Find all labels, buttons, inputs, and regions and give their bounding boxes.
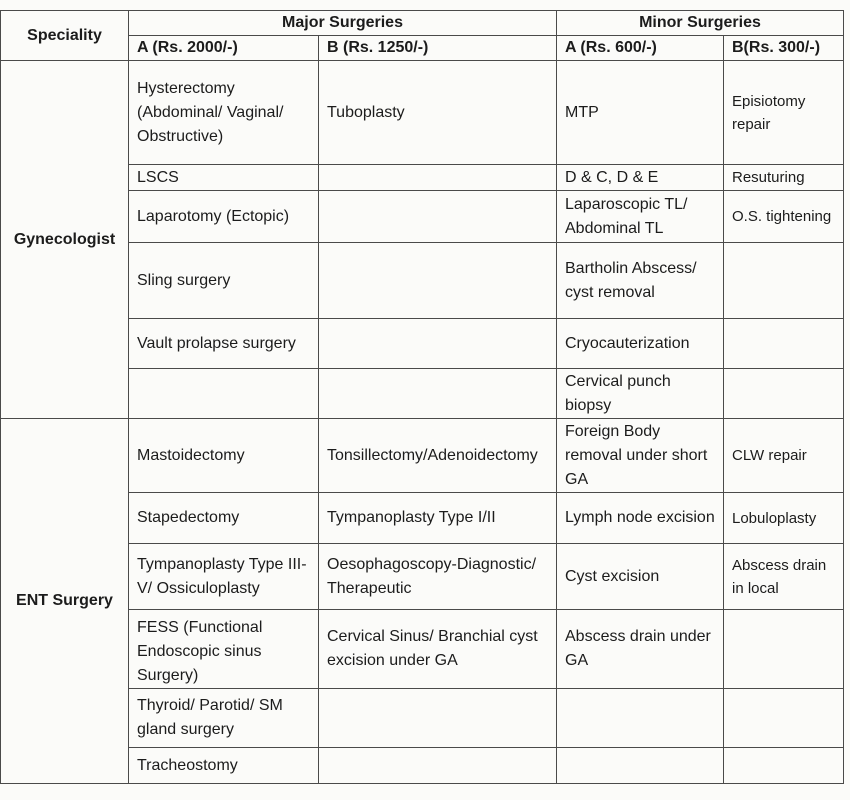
header-row-groups — [1, 11, 844, 36]
major-a-cell — [129, 369, 319, 419]
minor-a-header: A (Rs. 600/-) — [557, 36, 724, 61]
minor-b-cell: Episiotomy repair — [724, 61, 844, 165]
major-a-cell: Vault prolapse surgery — [129, 319, 319, 369]
speciality-header: Speciality — [1, 11, 129, 61]
major-b-cell — [319, 689, 557, 748]
table-row — [1, 61, 844, 165]
major-b-cell — [319, 165, 557, 191]
minor-a-cell: Abscess drain under GA — [557, 610, 724, 689]
minor-a-cell: Laparoscopic TL/ Abdominal TL — [557, 191, 724, 243]
minor-a-cell: Cervical punch biopsy — [557, 369, 724, 419]
minor-a-cell: D & C, D & E — [557, 165, 724, 191]
minor-a-cell: Cryocauterization — [557, 319, 724, 369]
major-b-cell: Tonsillectomy/Adenoidectomy — [319, 419, 557, 493]
minor-b-cell — [724, 610, 844, 689]
minor-b-header: B(Rs. 300/-) — [724, 36, 844, 61]
table-row — [1, 419, 844, 493]
minor-b-cell: Lobuloplasty — [724, 493, 844, 544]
minor-b-cell: Resuturing — [724, 165, 844, 191]
major-a-header: A (Rs. 2000/-) — [129, 36, 319, 61]
speciality-ent-surgery: ENT Surgery — [1, 419, 129, 784]
minor-b-cell — [724, 748, 844, 784]
major-b-cell — [319, 748, 557, 784]
minor-a-cell: Cyst excision — [557, 544, 724, 610]
minor-a-cell — [557, 689, 724, 748]
major-a-cell: Tracheostomy — [129, 748, 319, 784]
major-b-cell — [319, 319, 557, 369]
minor-b-cell — [724, 243, 844, 319]
major-b-cell — [319, 243, 557, 319]
major-a-cell: Thyroid/ Parotid/ SM gland surgery — [129, 689, 319, 748]
surgery-rate-table — [0, 10, 844, 784]
major-b-cell — [319, 369, 557, 419]
major-b-cell — [319, 191, 557, 243]
major-b-cell: Oesophagoscopy-Diagnostic/ Therapeutic — [319, 544, 557, 610]
major-a-cell: Stapedectomy — [129, 493, 319, 544]
speciality-gynecologist: Gynecologist — [1, 61, 129, 419]
major-b-cell: Cervical Sinus/ Branchial cyst excision under GA — [319, 610, 557, 689]
minor-surgeries-header: Minor Surgeries — [557, 11, 844, 36]
minor-b-cell: O.S. tightening — [724, 191, 844, 243]
major-a-cell: Laparotomy (Ectopic) — [129, 191, 319, 243]
major-b-header: B (Rs. 1250/-) — [319, 36, 557, 61]
major-b-cell: Tuboplasty — [319, 61, 557, 165]
minor-a-cell: Bartholin Abscess/ cyst removal — [557, 243, 724, 319]
minor-b-cell — [724, 369, 844, 419]
minor-b-cell: CLW repair — [724, 419, 844, 493]
major-a-cell: FESS (Functional Endoscopic sinus Surgery) — [129, 610, 319, 689]
minor-b-cell — [724, 319, 844, 369]
minor-b-cell — [724, 689, 844, 748]
minor-a-cell — [557, 748, 724, 784]
major-a-cell: LSCS — [129, 165, 319, 191]
minor-a-cell: MTP — [557, 61, 724, 165]
major-a-cell: Mastoidectomy — [129, 419, 319, 493]
major-b-cell: Tympanoplasty Type I/II — [319, 493, 557, 544]
minor-b-cell: Abscess drain in local — [724, 544, 844, 610]
minor-a-cell: Lymph node excision — [557, 493, 724, 544]
minor-a-cell: Foreign Body removal under short GA — [557, 419, 724, 493]
major-surgeries-header: Major Surgeries — [129, 11, 557, 36]
major-a-cell: Sling surgery — [129, 243, 319, 319]
major-a-cell: Tympanoplasty Type III-V/ Ossiculoplasty — [129, 544, 319, 610]
major-a-cell: Hysterectomy (Abdominal/ Vaginal/ Obstructive) — [129, 61, 319, 165]
